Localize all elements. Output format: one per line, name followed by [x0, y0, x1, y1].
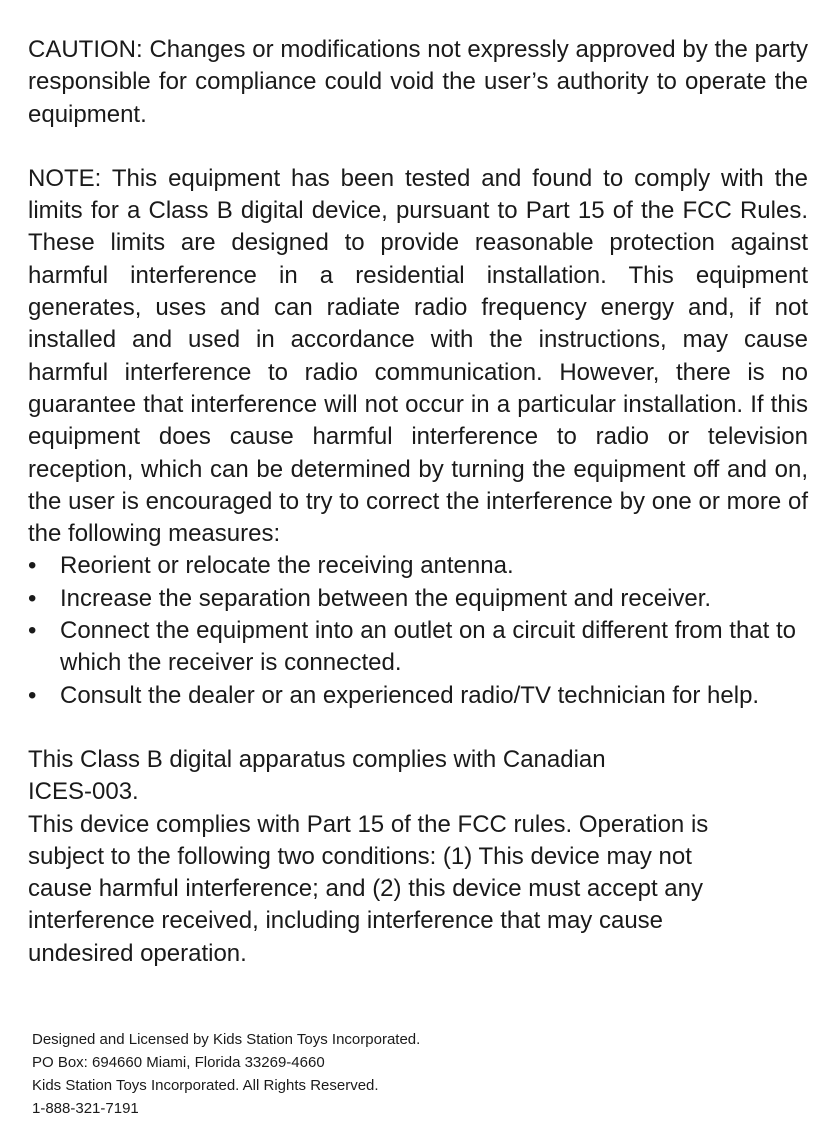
caution-paragraph: CAUTION: Changes or modifications not expressly approved by the party responsible for compliance could void the user’s authority to operate the equipment.	[28, 36, 808, 128]
measure-text: Consult the dealer or an experienced radio/TV technician for help.	[60, 681, 760, 709]
list-item	[28, 583, 808, 615]
ices-line: ICES-003.	[28, 778, 139, 806]
footer-address: PO Box: 694660 Miami, Florida 33269-4660	[32, 1054, 325, 1071]
measure-text: Increase the separation between the equipment and receiver.	[60, 584, 712, 612]
company-footer	[32, 1028, 420, 1120]
bullet-icon: •	[28, 617, 37, 645]
measure-text: Connect the equipment into an outlet on a circuit different from that to which the receiver is connected.	[60, 617, 796, 677]
list-item	[28, 615, 808, 680]
bullet-icon: •	[28, 681, 37, 709]
measure-text: Reorient or relocate the receiving antenna.	[60, 552, 514, 580]
fcc-line: undesired operation.	[28, 939, 247, 967]
bullet-icon: •	[28, 552, 37, 580]
ices-statement	[28, 744, 808, 809]
list-item	[28, 680, 808, 712]
document-body	[28, 34, 808, 970]
footer-designed-by: Designed and Licensed by Kids Station Toys Incorporated.	[32, 1031, 421, 1048]
fcc-line: interference received, including interference that may cause	[28, 907, 664, 935]
list-item	[28, 550, 808, 582]
fcc-line: This device complies with Part 15 of the FCC rules. Operation is	[28, 810, 709, 838]
note-paragraph: NOTE: This equipment has been tested and found to comply with the limits for a Class B digital device, pursuant to Part 15 of the FCC Rules. These limits are designed to provide reasonable protection against harmful interference in a residential installation. This equipment generates, uses and can radiate radio frequency energy and, if not installed and used in accordance with the instructions, may cause harmful interference to radio communication. However, there is no guarantee that interference will not occur in a particular installation. If this equipment does cause harmful interference to radio or television reception, which can be determined by turning the equipment off and on, the user is encouraged to try to correct the interference by one or more of the following measures:	[28, 164, 808, 548]
footer-phone: 1-888-321-7191	[32, 1100, 139, 1117]
fcc-line: subject to the following two conditions: (1) This device may not	[28, 842, 692, 870]
fcc-part15-statement	[28, 809, 808, 970]
fcc-line: cause harmful interference; and (2) this device must accept any	[28, 875, 703, 903]
ices-line: This Class B digital apparatus complies with Canadian	[28, 745, 606, 773]
measures-list	[28, 550, 808, 711]
footer-rights: Kids Station Toys Incorporated. All Rights Reserved.	[32, 1077, 379, 1094]
bullet-icon: •	[28, 584, 37, 612]
